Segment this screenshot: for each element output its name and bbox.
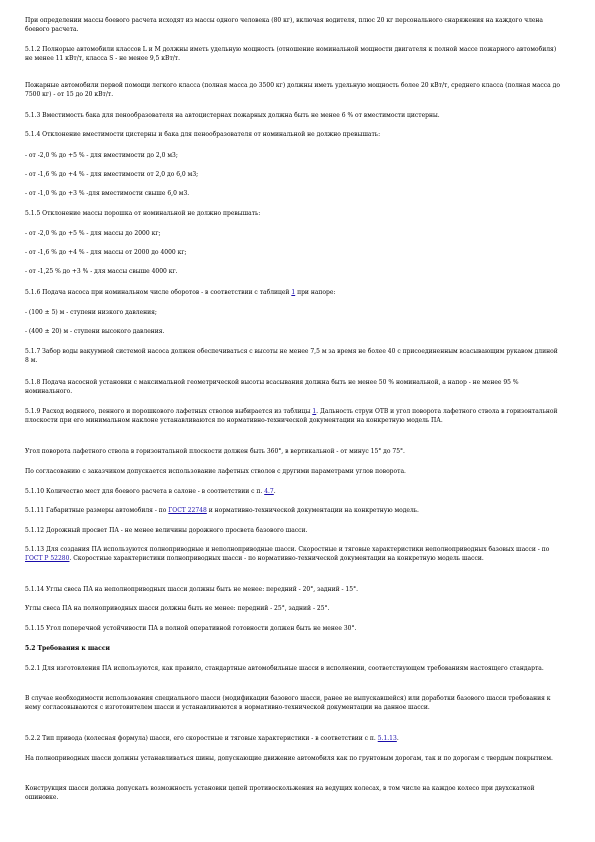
paragraph-mass-crew: При определении массы боевого расчета исходят из массы одного человека (80 кг), включая водителя, плюс 20 кг персонального снаряжения на каждого члена боевого расчета. bbox=[25, 17, 544, 34]
paragraph-5-1-14: 5.1.14 Углы свеса ПА на неполноприводных шасси должны быть не менее: передний - 20°, задний - 15°. bbox=[25, 586, 358, 593]
paragraph-monitor-angle: Угол поворота лафетного ствола в горизонтальной плоскости должен быть 360°, в вертикальной - от минус 15° до 75°. bbox=[25, 448, 405, 455]
paragraph-5-2-1: 5.2.1 Для изготовления ПА используются, как правило, стандартные автомобильные шасси в исполнении, соответствующем требованиям настоящего стандарта. bbox=[25, 665, 544, 672]
paragraph-5-1-13-text-b: . Скоростные характеристики полноприводных шасси - по нормативно-технической документации на конкретную модель шасси. bbox=[69, 555, 484, 563]
paragraph-5-1-13 bbox=[25, 545, 562, 564]
list-item-pressure-high: - (400 ± 20) м - ступени высокого давления. bbox=[25, 328, 165, 335]
paragraph-5-1-5: 5.1.5 Отклонение массы порошка от номинальной не должно превышать: bbox=[25, 210, 261, 217]
paragraph-5-1-10-end: . bbox=[273, 488, 276, 495]
link-gost-22748[interactable]: ГОСТ 22748 bbox=[168, 507, 207, 514]
paragraph-5-1-12: 5.1.12 Дорожный просвет ПА - не менее величины дорожного просвета базового шасси. bbox=[25, 527, 308, 534]
paragraph-first-aid-vehicles: Пожарные автомобили первой помощи легкого класса (полная масса до 3500 кг) должны иметь удельную мощность более 20 кВт/т, среднего класса (полная масса до 7500 кг) - от 15 до 20 кВт/т. bbox=[25, 82, 560, 99]
list-item-tank-3: - от -1,0 % до +3 % -для вместимости свыше 6,0 м3. bbox=[25, 190, 190, 197]
list-item-tank-1: - от -2,0 % до +5 % - для вместимости до 2,0 м3; bbox=[25, 152, 178, 159]
paragraph-5-1-6-text-a: 5.1.6 Подача насоса при номинальном числе оборотов - в соответствии с таблицей bbox=[25, 289, 292, 296]
paragraph-5-1-11-text-a: 5.1.11 Габаритные размеры автомобиля - по bbox=[25, 507, 169, 514]
paragraph-5-1-9-text-b: . Дальность струи ОТВ и угол поворота лафетного ствола в горизонтальной плоскости при его минимальном наклоне устанавливаются по нормативно-технической документации на конкретную модель ПА. bbox=[25, 408, 558, 425]
list-item-powder-1: - от -2,0 % до +5 % - для массы до 2000 кг; bbox=[25, 230, 161, 237]
paragraph-5-1-13-text-a: 5.1.13 Для создания ПА используются полноприводные и неполноприводные шасси. Скоростные и тяговые характеристики неполноприводных базовых шасси - по bbox=[25, 546, 550, 553]
paragraph-5-1-4: 5.1.4 Отклонение вместимости цистерны и бака для пенообразователя от номинальной не должно превышать: bbox=[25, 131, 381, 138]
paragraph-5-1-15: 5.1.15 Угол поперечной устойчивости ПА в полной оперативной готовности должен быть не менее 30°. bbox=[25, 625, 357, 632]
paragraph-5-1-9 bbox=[25, 407, 562, 426]
paragraph-5-1-11 bbox=[25, 506, 562, 515]
list-item-powder-3: - от -1,25 % до +3 % - для массы свыше 4000 кг. bbox=[25, 268, 178, 275]
paragraph-5-1-2: 5.1.2 Полнорые автомобили классов L и M должны иметь удельную мощность (отношение номинальной мощности двигателя к полной массе пожарного автомобиля) не менее 11 кВт/т, класса S - не менее 9,5 кВт/т. bbox=[25, 46, 557, 63]
list-item-powder-2: - от -1,6 % до +4 % - для массы от 2000 до 4000 кг; bbox=[25, 249, 187, 256]
paragraph-overhang-awd: Углы свеса ПА на полноприводных шасси должны быть не менее: передний - 25°, задний - 25°. bbox=[25, 605, 330, 612]
link-table-1[interactable]: 1 bbox=[291, 289, 296, 296]
paragraph-customer-agreement: По согласованию с заказчиком допускается использование лафетных стволов с другими параметрами углов поворота. bbox=[25, 468, 406, 475]
list-item-tank-2: - от -1,6 % до +4 % - для вместимости от 2,0 до 6,0 м3; bbox=[25, 171, 199, 178]
link-gost-r-52280[interactable]: ГОСТ Р 52280 bbox=[25, 555, 70, 563]
link-table-1-b[interactable]: 1 bbox=[312, 408, 317, 415]
section-heading-5-2: 5.2 Требования к шасси bbox=[25, 645, 110, 652]
paragraph-5-1-8: 5.1.8 Подача насосной установки с максимальной геометрической высоты всасывания должна быть не менее 50 % номинальной, а напор - не менее 95 % номинального. bbox=[25, 379, 519, 396]
paragraph-snow-chains: Конструкция шасси должна допускать возможность установки цепей противоскольжения на ведущих колесах, в том числе на каждое колесо при двухскатной ошиновке. bbox=[25, 785, 535, 802]
paragraph-tires: На полноприводных шасси должны устанавливаться шины, допускающие движение автомобиля как по грунтовым дорогам, так и по дорогам с твердым покрытием. bbox=[25, 755, 553, 762]
paragraph-5-1-3: 5.1.3 Вместимость бака для пенообразователя на автоцистернах пожарных должна быть не менее 6 % от вместимости цистерны. bbox=[25, 112, 440, 119]
paragraph-5-1-10-text: 5.1.10 Количество мест для боевого расчета в салоне - в соответствии с п. bbox=[25, 488, 265, 495]
paragraph-5-1-10 bbox=[25, 487, 562, 496]
list-item-pressure-low: - (100 ± 5) м - ступени низкого давления; bbox=[25, 309, 157, 316]
paragraph-special-chassis: В случае необходимости использования специального шасси (модификации базового шасси, ранее не выпускавшейся) или доработки базового шасси требования к нему согласовываются с изготовителем шасси и устанавливаются в нормативно-технической документации на данное шасси. bbox=[25, 695, 551, 712]
paragraph-5-1-6-text-b: при напоре: bbox=[295, 289, 336, 296]
paragraph-5-2-2-end: . bbox=[396, 735, 399, 742]
paragraph-5-1-11-text-b: и нормативно-технической документации на конкретную модель. bbox=[206, 507, 419, 514]
paragraph-5-1-9-text-a: 5.1.9 Расход водяного, пенного и порошкового лафетных стволов выбирается из таблицы bbox=[25, 408, 313, 415]
paragraph-5-2-2 bbox=[25, 734, 562, 743]
paragraph-5-1-7: 5.1.7 Забор воды вакуумной системой насоса должен обеспечиваться с высоты не менее 7,5 м за время не более 40 с присоединенным всасывающим рукавом длиной 8 м. bbox=[25, 348, 558, 365]
paragraph-5-1-6 bbox=[25, 288, 562, 297]
link-section-4-7[interactable]: 4.7 bbox=[264, 488, 274, 495]
paragraph-5-2-2-text: 5.2.2 Тип привода (колесная формула) шасси, его скоростные и тяговые характеристики - в соответствии с п. bbox=[25, 735, 378, 742]
link-section-5-1-13[interactable]: 5.1.13 bbox=[377, 735, 397, 742]
